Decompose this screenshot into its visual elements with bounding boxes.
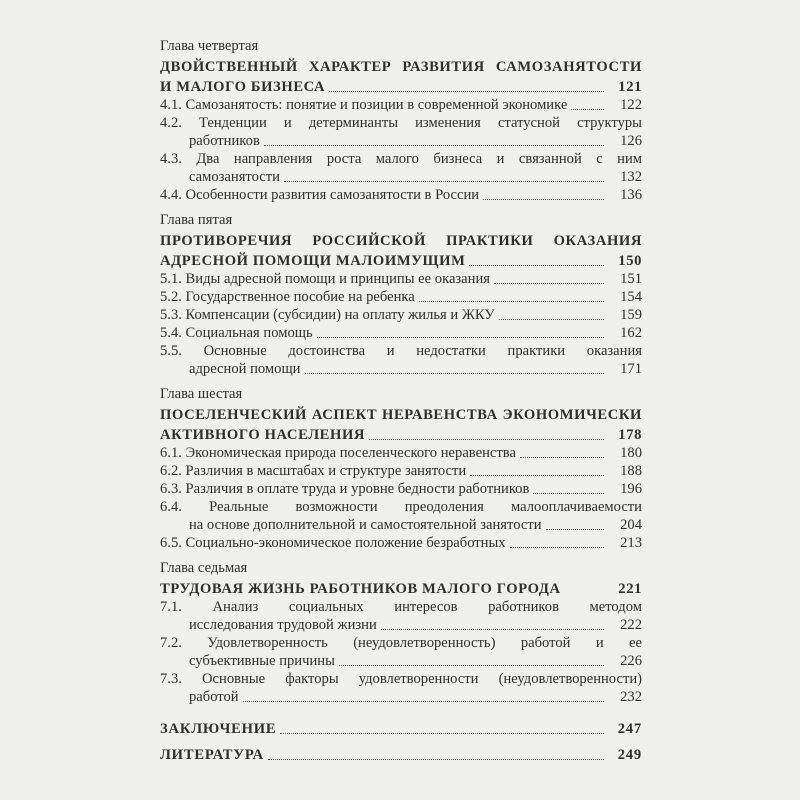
closing-entries xyxy=(160,712,642,764)
entry-text: ЗАКЛЮЧЕНИЕ xyxy=(160,721,277,737)
toc-line xyxy=(160,424,642,444)
entry-text: 5.4. Социальная помощь xyxy=(160,325,313,341)
page-number: 171 xyxy=(620,361,642,377)
page-number: 136 xyxy=(620,187,642,203)
toc-line xyxy=(160,498,642,516)
dot-leader xyxy=(280,733,604,734)
dot-leader xyxy=(268,759,604,760)
chapter-title xyxy=(160,230,642,270)
chapter-6 xyxy=(160,384,642,552)
page-number: 188 xyxy=(620,463,642,479)
toc-line xyxy=(160,516,642,534)
entry-text: 6.3. Различия в оплате труда и уровне бедности работников xyxy=(160,481,530,497)
toc-line xyxy=(160,114,642,132)
closing-conclusion xyxy=(160,712,642,738)
dot-leader xyxy=(284,181,604,182)
dot-leader xyxy=(470,475,604,476)
toc-line xyxy=(160,598,642,616)
chapter-title xyxy=(160,56,642,96)
toc-line xyxy=(160,250,642,270)
toc-line xyxy=(160,168,642,186)
section-entry xyxy=(160,444,642,462)
dot-leader xyxy=(305,373,605,374)
page-number: 196 xyxy=(620,481,642,497)
entry-text: 5.3. Компенсации (субсидии) на оплату жилья и ЖКУ xyxy=(160,307,495,323)
toc-line xyxy=(160,186,642,204)
section-entry xyxy=(160,498,642,534)
dot-leader xyxy=(483,199,604,200)
dot-leader xyxy=(339,665,604,666)
page-number: 226 xyxy=(620,653,642,669)
chapter-7 xyxy=(160,558,642,706)
dot-leader xyxy=(469,265,604,266)
dot-leader xyxy=(317,337,604,338)
toc-line xyxy=(160,670,642,688)
toc-line xyxy=(160,56,642,76)
section-entry xyxy=(160,324,642,342)
section-entry xyxy=(160,270,642,288)
entry-text: 4.1. Самозанятость: понятие и позиции в современной экономике xyxy=(160,97,568,113)
toc-line xyxy=(160,270,642,288)
entry-text: 4.4. Особенности развития самозанятости в России xyxy=(160,187,480,203)
dot-leader xyxy=(419,301,604,302)
page-number: 222 xyxy=(620,617,642,633)
toc-line xyxy=(160,616,642,634)
page-number: 204 xyxy=(620,517,642,533)
toc-line xyxy=(160,76,642,96)
toc-line xyxy=(160,404,642,424)
page-number: 232 xyxy=(620,689,642,705)
toc-line xyxy=(160,444,642,462)
page-number: 247 xyxy=(617,721,642,737)
section-entry xyxy=(160,598,642,634)
toc-line xyxy=(160,360,642,378)
toc-line xyxy=(160,324,642,342)
entry-text: ЛИТЕРАТУРА xyxy=(160,747,265,763)
entry-text: ДВОЙСТВЕННЫЙ ХАРАКТЕР РАЗВИТИЯ САМОЗАНЯТОСТИ xyxy=(160,59,642,75)
toc-line xyxy=(160,578,642,598)
chapter-label: Глава пятая xyxy=(160,212,233,228)
page-number: 154 xyxy=(620,289,642,305)
section-entry xyxy=(160,480,642,498)
entry-text: 6.1. Экономическая природа поселенческого неравенства xyxy=(160,445,516,461)
dot-leader xyxy=(571,109,604,110)
entry-text: ПОСЕЛЕНЧЕСКИЙ АСПЕКТ НЕРАВЕНСТВА ЭКОНОМИЧЕСКИ xyxy=(160,407,642,423)
page-number: 221 xyxy=(618,581,642,597)
chapter-label: Глава четвертая xyxy=(160,38,259,54)
page-number: 162 xyxy=(620,325,642,341)
page-number: 132 xyxy=(620,169,642,185)
entry-text: исследования трудовой жизни xyxy=(189,617,377,633)
toc-line xyxy=(160,688,642,706)
entry-text: 6.5. Социально-экономическое положение безработных xyxy=(160,535,506,551)
toc-line xyxy=(160,230,642,250)
chapter-title xyxy=(160,578,642,598)
dot-leader xyxy=(533,493,604,494)
page-number: 121 xyxy=(618,79,642,95)
entry-text: 7.2. Удовлетворенность (неудовлетворенность) работой и ее xyxy=(160,635,642,651)
section-entry xyxy=(160,634,642,670)
chapter-4 xyxy=(160,36,642,204)
chapter-5 xyxy=(160,210,642,378)
page-number: 122 xyxy=(620,97,642,113)
toc-line xyxy=(160,652,642,670)
dot-leader xyxy=(520,457,604,458)
entry-text: адресной помощи xyxy=(189,361,301,377)
entry-text: самозанятости xyxy=(189,169,280,185)
section-entry xyxy=(160,288,642,306)
entry-text: 5.2. Государственное пособие на ребенка xyxy=(160,289,415,305)
section-entry xyxy=(160,670,642,706)
section-entry xyxy=(160,462,642,480)
chapter-label: Глава шестая xyxy=(160,386,243,402)
page-number: 178 xyxy=(618,427,642,443)
closing-literature xyxy=(160,738,642,764)
page-number: 159 xyxy=(620,307,642,323)
entry-text: 6.2. Различия в масштабах и структуре занятости xyxy=(160,463,467,479)
dot-leader xyxy=(381,629,604,630)
chapter-title xyxy=(160,404,642,444)
toc-line xyxy=(160,634,642,652)
chapter-label: Глава седьмая xyxy=(160,560,248,576)
dot-leader xyxy=(494,283,604,284)
entry-text: И МАЛОГО БИЗНЕСА xyxy=(160,79,326,95)
page-number: 150 xyxy=(618,253,642,269)
dot-leader xyxy=(510,547,604,548)
dot-leader xyxy=(369,439,604,440)
dot-leader xyxy=(264,145,604,146)
section-entry xyxy=(160,114,642,150)
entry-text: ТРУДОВАЯ ЖИЗНЬ РАБОТНИКОВ МАЛОГО ГОРОДА xyxy=(160,581,561,597)
entry-text: АДРЕСНОЙ ПОМОЩИ МАЛОИМУЩИМ xyxy=(160,253,466,269)
toc-line xyxy=(160,288,642,306)
section-entry xyxy=(160,342,642,378)
section-entry xyxy=(160,96,642,114)
entry-text: 4.3. Два направления роста малого бизнеса и связанной с ним xyxy=(160,151,642,167)
section-entry xyxy=(160,150,642,186)
entry-text: работой xyxy=(189,689,239,705)
entry-text: ПРОТИВОРЕЧИЯ РОССИЙСКОЙ ПРАКТИКИ ОКАЗАНИЯ xyxy=(160,233,642,249)
dot-leader xyxy=(329,91,604,92)
entry-text: АКТИВНОГО НАСЕЛЕНИЯ xyxy=(160,427,366,443)
page-number: 249 xyxy=(617,747,642,763)
dot-leader xyxy=(499,319,604,320)
section-entry xyxy=(160,534,642,552)
entry-text: 5.5. Основные достоинства и недостатки практики оказания xyxy=(160,343,642,359)
page-number: 151 xyxy=(620,271,642,287)
page-number: 213 xyxy=(620,535,642,551)
entry-text: субъективные причины xyxy=(189,653,335,669)
toc-line xyxy=(160,342,642,360)
section-entry xyxy=(160,186,642,204)
toc-line xyxy=(160,480,642,498)
section-entry xyxy=(160,306,642,324)
dot-leader xyxy=(243,701,604,702)
toc-line xyxy=(160,534,642,552)
entry-text: 6.4. Реальные возможности преодоления малооплачиваемости xyxy=(160,499,642,515)
entry-text: 7.1. Анализ социальных интересов работников методом xyxy=(160,599,642,615)
toc-line xyxy=(160,132,642,150)
dot-leader xyxy=(546,529,604,530)
entry-text: 4.2. Тенденции и детерминанты изменения статусной структуры xyxy=(160,115,642,131)
entry-text: работников xyxy=(189,133,260,149)
toc-line xyxy=(160,462,642,480)
toc-line xyxy=(160,150,642,168)
page-number: 180 xyxy=(620,445,642,461)
entry-text: 5.1. Виды адресной помощи и принципы ее оказания xyxy=(160,271,490,287)
toc-line xyxy=(160,96,642,114)
table-of-contents xyxy=(160,36,642,764)
toc-line xyxy=(160,306,642,324)
entry-text: 7.3. Основные факторы удовлетворенности (неудовлетворенности) xyxy=(160,671,642,687)
entry-text: на основе дополнительной и самостоятельной занятости xyxy=(189,517,542,533)
page-number: 126 xyxy=(620,133,642,149)
